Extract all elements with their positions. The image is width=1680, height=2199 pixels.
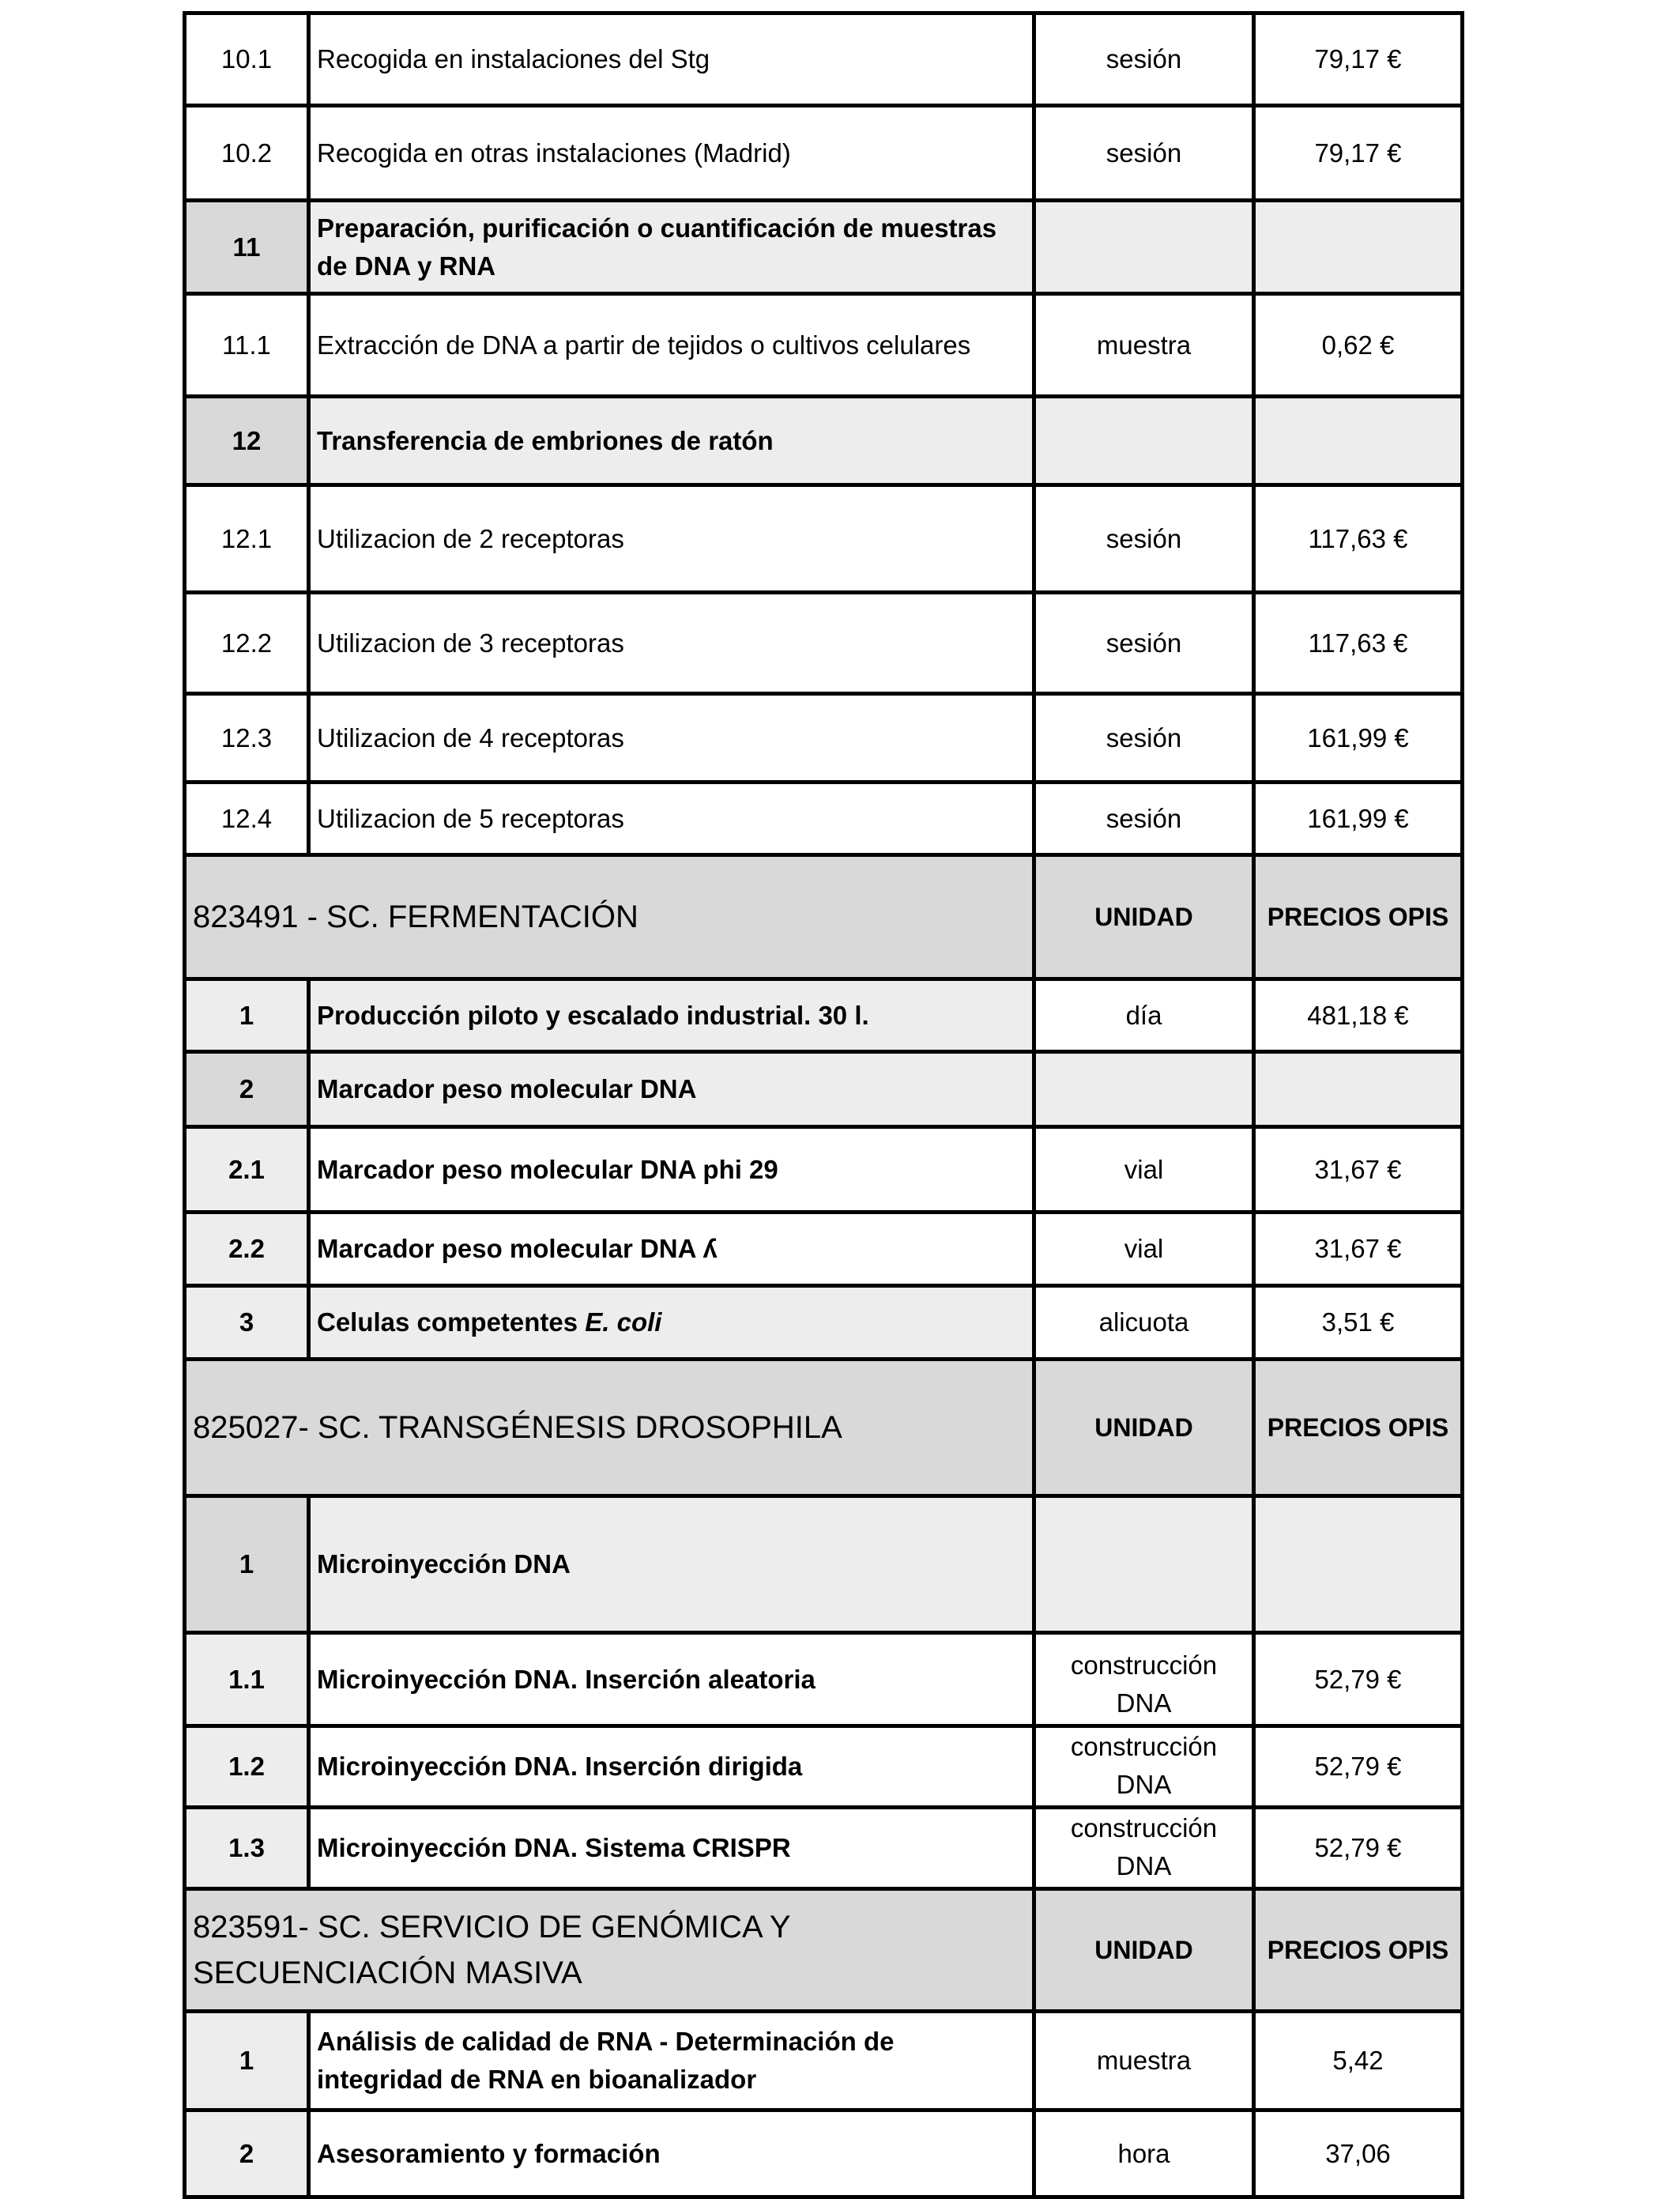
table-row [185,1127,1463,1213]
row-unit: sesión [1034,13,1254,106]
row-code: 1 [185,2012,309,2110]
row-code: 12.2 [185,593,309,694]
row-price: 52,79 € [1254,1726,1463,1808]
row-description: Microinyección DNA [309,1496,1034,1633]
price-table [183,11,1464,2199]
row-code: 10.1 [185,13,309,106]
row-unit: sesión [1034,593,1254,694]
row-description: Marcador peso molecular DNA [309,1052,1034,1127]
row-description: Microinyección DNA. Inserción dirigida [309,1726,1034,1808]
table-row [185,106,1463,201]
row-price [1254,397,1463,485]
section-title: 823491 - SC. FERMENTACIÓN [185,855,1034,979]
row-unit: muestra [1034,294,1254,397]
row-description-text: Celulas competentes [317,1307,586,1337]
row-code: 1 [185,979,309,1052]
table-row [185,783,1463,855]
row-unit: vial [1034,1213,1254,1286]
table-row [185,1726,1463,1808]
row-price: 5,42 [1254,2012,1463,2110]
row-code: 2 [185,1052,309,1127]
row-description: Marcador peso molecular DNA phi 29 [309,1127,1034,1213]
row-unit: construcción DNA [1034,1726,1254,1808]
row-price: 79,17 € [1254,106,1463,201]
row-unit: día [1034,979,1254,1052]
row-unit [1034,1496,1254,1633]
row-price: 79,17 € [1254,13,1463,106]
row-price [1254,1052,1463,1127]
row-description: Recogida en instalaciones del Stg [309,13,1034,106]
row-price [1254,1496,1463,1633]
table-row [185,979,1463,1052]
table-row-group [185,1052,1463,1127]
row-unit: construcción DNA [1034,1808,1254,1889]
row-code: 11.1 [185,294,309,397]
row-code: 1.2 [185,1726,309,1808]
row-description: Recogida en otras instalaciones (Madrid) [309,106,1034,201]
row-description: Utilizacion de 2 receptoras [309,485,1034,593]
row-price: 481,18 € [1254,979,1463,1052]
row-unit: alicuota [1034,1286,1254,1360]
section-header [185,1360,1463,1496]
row-unit [1034,201,1254,294]
table-row [185,2110,1463,2197]
row-description: Marcador peso molecular DNA ʎ [309,1213,1034,1286]
row-code: 1.3 [185,1808,309,1889]
table-row [185,2012,1463,2110]
row-code: 12 [185,397,309,485]
row-price: 117,63 € [1254,485,1463,593]
row-unit: sesión [1034,485,1254,593]
row-price: 31,67 € [1254,1127,1463,1213]
table-row-group [185,397,1463,485]
row-price [1254,201,1463,294]
unit-column-header: UNIDAD [1034,1889,1254,2012]
row-unit [1034,397,1254,485]
row-code: 2.1 [185,1127,309,1213]
row-description: Utilizacion de 3 receptoras [309,593,1034,694]
table-row [185,294,1463,397]
row-unit: construcción DNA [1034,1633,1254,1726]
row-price: 161,99 € [1254,783,1463,855]
row-unit: sesión [1034,106,1254,201]
row-description: Microinyección DNA. Inserción aleatoria [309,1633,1034,1726]
row-description: Extracción de DNA a partir de tejidos o cultivos celulares [309,294,1034,397]
row-code: 2.2 [185,1213,309,1286]
row-description: Transferencia de embriones de ratón [309,397,1034,485]
section-header [185,855,1463,979]
unit-column-header: UNIDAD [1034,1360,1254,1496]
row-code: 12.4 [185,783,309,855]
row-code: 12.1 [185,485,309,593]
row-unit: sesión [1034,783,1254,855]
row-unit: hora [1034,2110,1254,2197]
row-description [309,1286,1034,1360]
table-row-group [185,1496,1463,1633]
row-unit [1034,1052,1254,1127]
row-description-italic: E. coli [585,1307,662,1337]
row-price: 117,63 € [1254,593,1463,694]
row-description: Utilizacion de 4 receptoras [309,694,1034,783]
row-price: 161,99 € [1254,694,1463,783]
price-column-header: PRECIOS OPIS [1254,1889,1463,2012]
table-row [185,485,1463,593]
row-code: 11 [185,201,309,294]
row-description: Análisis de calidad de RNA - Determinación de integridad de RNA en bioanalizador [309,2012,1034,2110]
price-column-header: PRECIOS OPIS [1254,855,1463,979]
table-row [185,1633,1463,1726]
row-unit: muestra [1034,2012,1254,2110]
row-price: 52,79 € [1254,1808,1463,1889]
table-row [185,694,1463,783]
row-description: Producción piloto y escalado industrial. 30 l. [309,979,1034,1052]
row-description: Preparación, purificación o cuantificación de muestras de DNA y RNA [309,201,1034,294]
row-price: 52,79 € [1254,1633,1463,1726]
row-code: 1.1 [185,1633,309,1726]
row-code: 1 [185,1496,309,1633]
table-row [185,13,1463,106]
table-row [185,1213,1463,1286]
price-column-header: PRECIOS OPIS [1254,1360,1463,1496]
row-price: 0,62 € [1254,294,1463,397]
table-row [185,593,1463,694]
row-code: 12.3 [185,694,309,783]
row-description: Asesoramiento y formación [309,2110,1034,2197]
section-header [185,1889,1463,2012]
row-code: 3 [185,1286,309,1360]
section-title: 825027- SC. TRANSGÉNESIS DROSOPHILA [185,1360,1034,1496]
row-code: 10.2 [185,106,309,201]
row-description: Utilizacion de 5 receptoras [309,783,1034,855]
row-unit: sesión [1034,694,1254,783]
row-price: 31,67 € [1254,1213,1463,1286]
row-unit: vial [1034,1127,1254,1213]
row-code: 2 [185,2110,309,2197]
row-price: 3,51 € [1254,1286,1463,1360]
table-row-group [185,201,1463,294]
unit-column-header: UNIDAD [1034,855,1254,979]
row-description: Microinyección DNA. Sistema CRISPR [309,1808,1034,1889]
row-price: 37,06 [1254,2110,1463,2197]
table-row [185,1286,1463,1360]
table-row [185,1808,1463,1889]
section-title: 823591- SC. SERVICIO DE GENÓMICA Y SECUENCIACIÓN MASIVA [185,1889,1034,2012]
